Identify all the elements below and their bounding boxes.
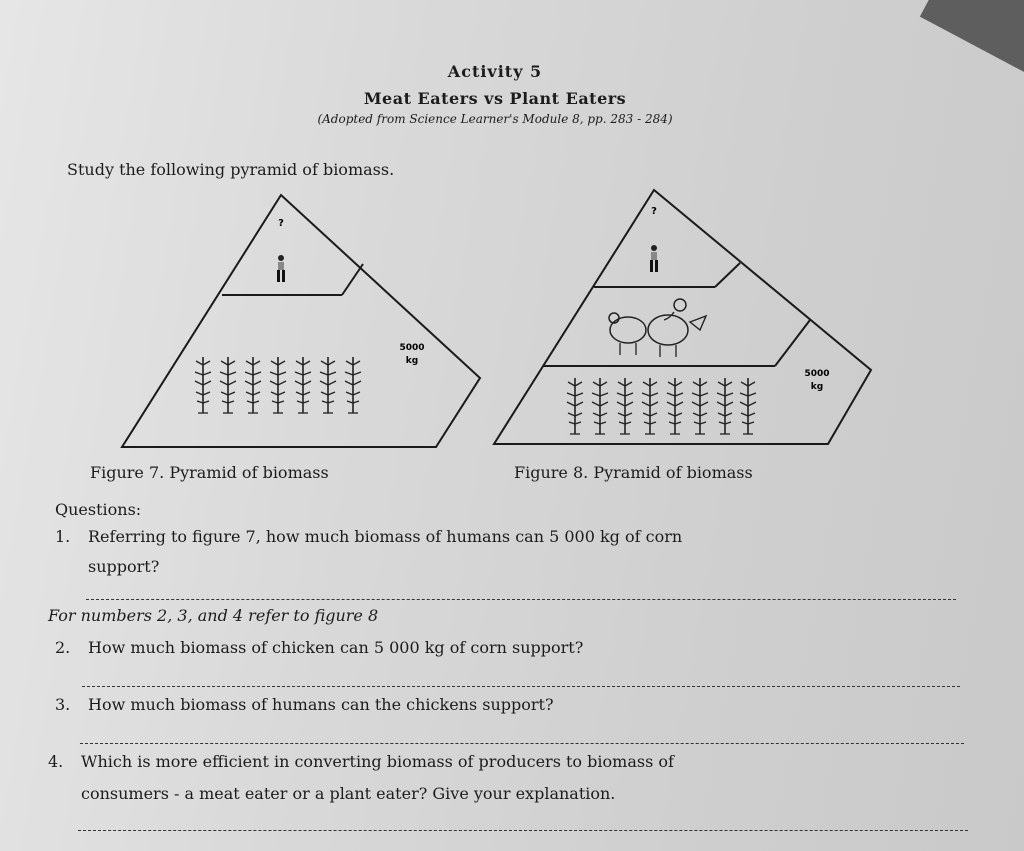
question-4-text: Which is more efficient in converting biomass of producers to biomass of xyxy=(81,752,674,771)
figure-7-caption: Figure 7. Pyramid of biomass xyxy=(90,463,329,482)
question-1-number: 1. xyxy=(55,527,71,546)
activity-number: Activity 5 xyxy=(447,62,543,81)
answer-line-4[interactable] xyxy=(78,830,968,831)
answer-line-1[interactable] xyxy=(86,599,956,600)
instruction-note: For numbers 2, 3, and 4 refer to figure 8 xyxy=(48,606,379,625)
figure-8-top-label: ? xyxy=(651,206,657,217)
figure-7-human-icon xyxy=(277,255,285,282)
figure-7-corn-icons xyxy=(195,357,361,413)
figure-7-side-unit: kg xyxy=(405,356,419,366)
question-3-number: 3. xyxy=(55,695,71,714)
question-3-text: How much biomass of humans can the chickens support? xyxy=(88,695,554,714)
question-2-text: How much biomass of chicken can 5 000 kg of corn support? xyxy=(88,638,584,657)
figure-7-top-label: ? xyxy=(278,218,284,229)
question-4-text-cont: consumers - a meat eater or a plant eater? Give your explanation. xyxy=(81,784,616,803)
figure-8-side-unit: kg xyxy=(810,382,824,392)
questions-heading: Questions: xyxy=(55,500,142,519)
answer-line-2[interactable] xyxy=(82,686,960,687)
figure-7-pyramid xyxy=(122,195,480,447)
activity-source: (Adopted from Science Learner's Module 8, pp. 283 - 284) xyxy=(317,112,673,126)
figure-7-side-value: 5000 xyxy=(399,343,425,353)
activity-title: Meat Eaters vs Plant Eaters xyxy=(363,89,627,108)
figure-8-corn-icons xyxy=(567,378,756,434)
question-1-text: Referring to figure 7, how much biomass of humans can 5 000 kg of corn xyxy=(88,527,683,546)
figure-8-pyramid xyxy=(494,190,871,444)
question-1-text-cont: support? xyxy=(88,557,160,576)
figure-8-chicken-icons xyxy=(609,299,706,357)
question-2-number: 2. xyxy=(55,638,71,657)
figure-8-caption: Figure 8. Pyramid of biomass xyxy=(514,463,753,482)
figure-8-side-value: 5000 xyxy=(804,369,830,379)
question-4-number: 4. xyxy=(48,752,64,771)
answer-line-3[interactable] xyxy=(80,743,964,744)
figure-8-human-icon xyxy=(650,245,658,272)
instruction-text: Study the following pyramid of biomass. xyxy=(67,160,395,179)
